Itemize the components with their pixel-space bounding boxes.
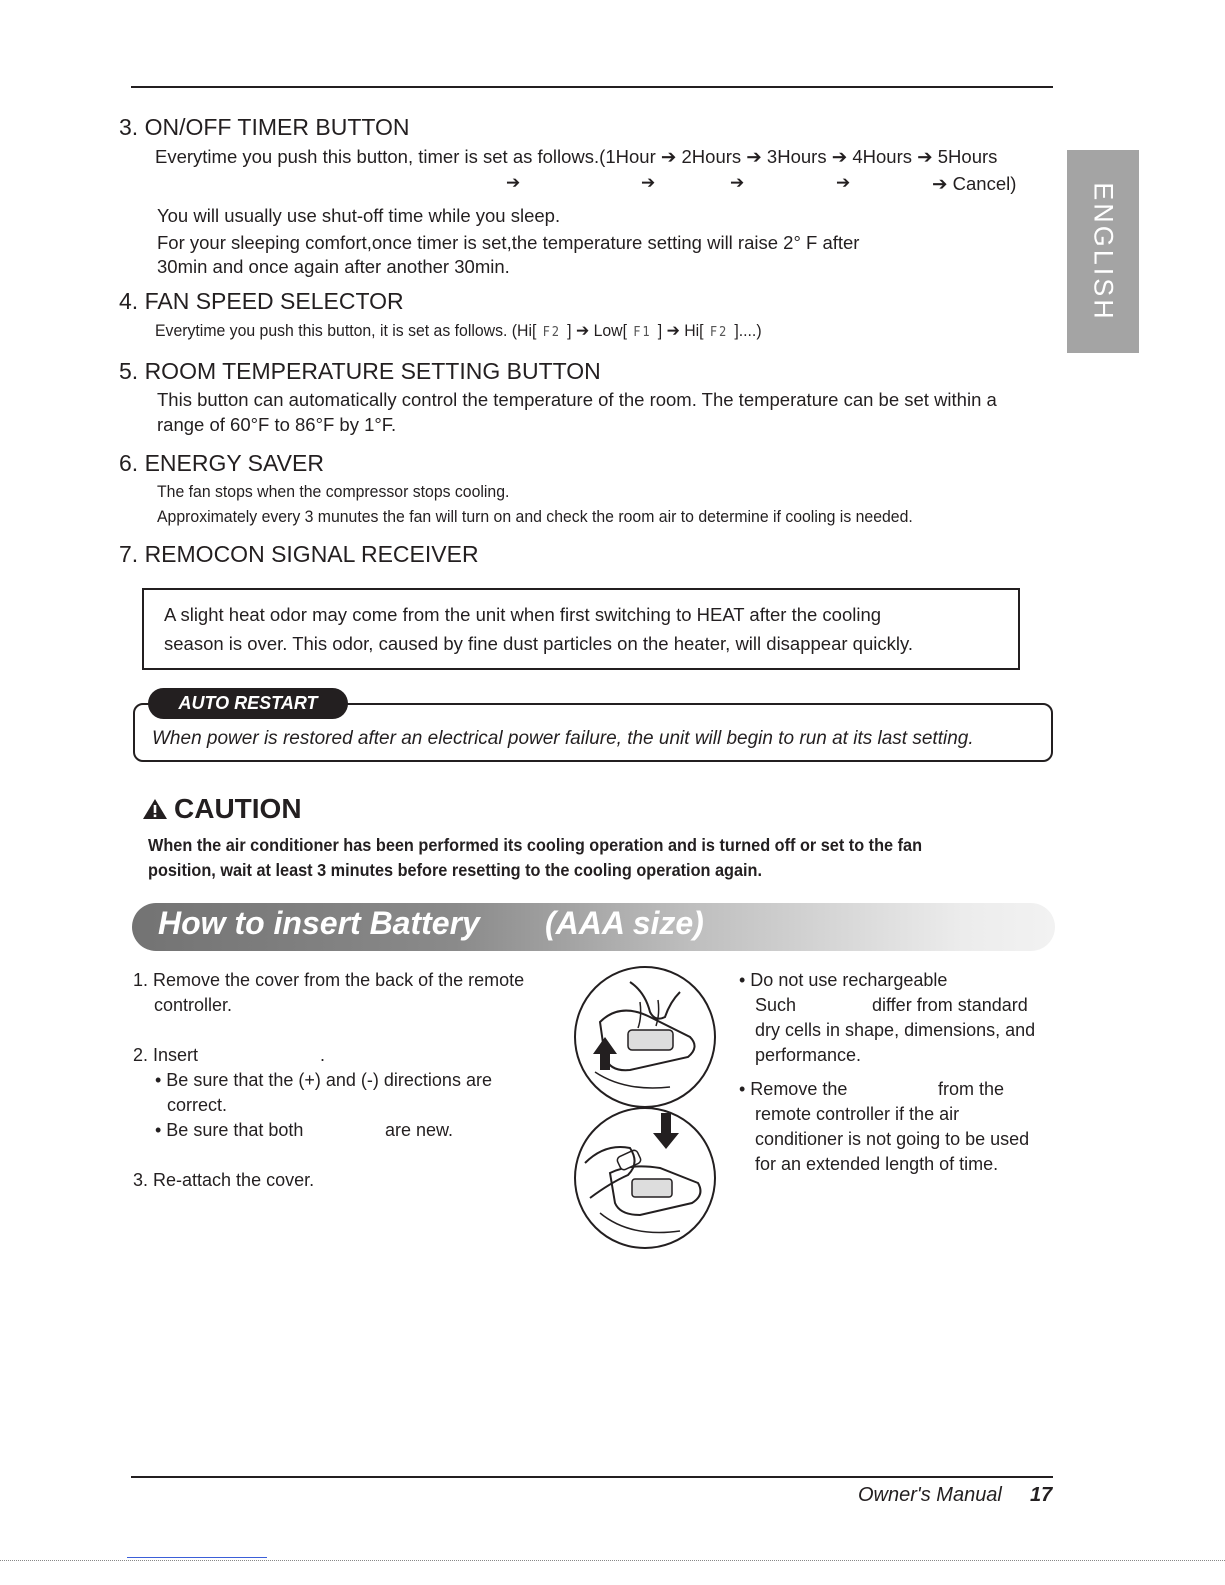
- footer-title: Owner's Manual: [858, 1484, 1002, 1506]
- heat-odor-note: [142, 588, 1020, 670]
- battery-step-2-bullet-2: • Be sure that both: [155, 1120, 304, 1140]
- auto-restart-text: When power is restored after an electrical power failure, the unit will begin to run at its last setting.: [152, 728, 974, 749]
- bottom-rule: [131, 1476, 1053, 1478]
- warning-icon: [142, 798, 168, 820]
- energy-heading: 6. ENERGY SAVER: [119, 450, 324, 476]
- auto-restart-label: AUTO RESTART: [148, 688, 348, 719]
- battery-step-2: 2. Insert: [133, 1045, 199, 1065]
- timer-heading: 3. ON/OFF TIMER BUTTON: [119, 114, 410, 140]
- timer-line-4: For your sleeping comfort,once timer is set,the temperature setting will raise 2° F after: [157, 232, 860, 253]
- fan-sequence-suffix: ]....): [734, 321, 762, 340]
- battery-step-2-bullet-2-end: are new.: [385, 1120, 454, 1140]
- battery-tip-2-line-2: remote controller if the air: [755, 1104, 960, 1124]
- battery-tip-2: • Remove the: [739, 1079, 848, 1099]
- fan-code-f1: F1: [633, 325, 652, 340]
- room-temp-heading: 5. ROOM TEMPERATURE SETTING BUTTON: [119, 358, 601, 384]
- page-number: 17: [1030, 1484, 1053, 1506]
- link-underline: [127, 1557, 267, 1558]
- top-rule: [131, 86, 1053, 88]
- note-line-2: season is over. This odor, caused by fine dust particles on the heater, will disappear quickly.: [164, 633, 913, 654]
- timer-line-3: You will usually use shut-off time while you sleep.: [157, 205, 561, 226]
- caution-line-2: position, wait at least 3 minutes before resetting to the cooling operation again.: [148, 860, 763, 880]
- timer-line-5: 30min and once again after another 30min.: [157, 256, 510, 277]
- fan-sequence: [155, 321, 762, 341]
- page-edge-divider: [0, 1560, 1225, 1561]
- battery-step-2-period: .: [320, 1045, 326, 1065]
- battery-tip-1-line-4: performance.: [755, 1045, 862, 1065]
- battery-tip-1-such: Such: [755, 995, 797, 1015]
- room-temp-line-1: This button can automatically control the temperature of the room. The temperature can be set within a: [157, 389, 997, 410]
- fan-sequence-prefix: Everytime you push this button, it is set as follows. (Hi[: [155, 321, 537, 340]
- energy-line-2: Approximately every 3 munutes the fan will turn on and check the room air to determine if cooling is needed.: [157, 507, 913, 526]
- battery-tip-2-from: from the: [938, 1079, 1005, 1099]
- language-tab-label: ENGLISH: [1088, 181, 1119, 322]
- battery-step-1: 1. Remove the cover from the back of the remote: [133, 970, 525, 990]
- note-line-1: A slight heat odor may come from the unit when first switching to HEAT after the cooling: [164, 604, 882, 625]
- fan-heading: 4. FAN SPEED SELECTOR: [119, 288, 404, 314]
- battery-title: How to insert Battery: [158, 905, 480, 941]
- fan-sequence-mid-1: ] ➔ Low[: [567, 321, 627, 340]
- caution-line-1: When the air conditioner has been performed its cooling operation and is turned off or set to the fan: [148, 835, 923, 855]
- fan-code-f2: F2: [542, 325, 561, 340]
- remocon-heading: 7. REMOCON SIGNAL RECEIVER: [119, 541, 479, 567]
- language-tab: [1067, 150, 1139, 353]
- battery-step-2-bullet-1: • Be sure that the (+) and (-) directions are: [155, 1070, 492, 1090]
- battery-step-1-cont: controller.: [154, 995, 233, 1015]
- arrow-icon: ➔: [506, 173, 521, 192]
- battery-step-3: 3. Re-attach the cover.: [133, 1170, 315, 1190]
- timer-line-1: Everytime you push this button, timer is set as follows.(1Hour ➔ 2Hours ➔ 3Hours ➔ 4Hours ➔ 5Hours: [155, 146, 998, 167]
- battery-size: (AAA size): [545, 905, 704, 941]
- remove-cover-illustration: [570, 962, 720, 1112]
- battery-tip-2-line-3: conditioner is not going to be used: [755, 1129, 1030, 1149]
- arrow-icon: ➔: [641, 173, 656, 192]
- caution-title-text: CAUTION: [174, 793, 302, 824]
- arrow-icon: ➔: [836, 173, 851, 192]
- battery-tip-1-line-3: dry cells in shape, dimensions, and: [755, 1020, 1036, 1040]
- battery-step-2-bullet-1-cont: correct.: [167, 1095, 228, 1115]
- arrow-icon: ➔: [730, 173, 745, 192]
- caution-title: [142, 793, 302, 825]
- battery-tip-2-line-4: for an extended length of time.: [755, 1154, 999, 1174]
- fan-sequence-mid-2: ] ➔ Hi[: [657, 321, 704, 340]
- energy-line-1: The fan stops when the compressor stops cooling.: [157, 482, 510, 501]
- battery-tip-1: • Do not use rechargeable: [739, 970, 948, 990]
- insert-battery-illustration: [570, 1103, 720, 1253]
- fan-code-f2: F2: [709, 325, 729, 340]
- room-temp-line-2: range of 60°F to 86°F by 1°F.: [157, 414, 397, 435]
- timer-line-2-end: ➔ Cancel): [932, 173, 1017, 194]
- battery-tip-1-differ: differ from standard: [872, 995, 1028, 1015]
